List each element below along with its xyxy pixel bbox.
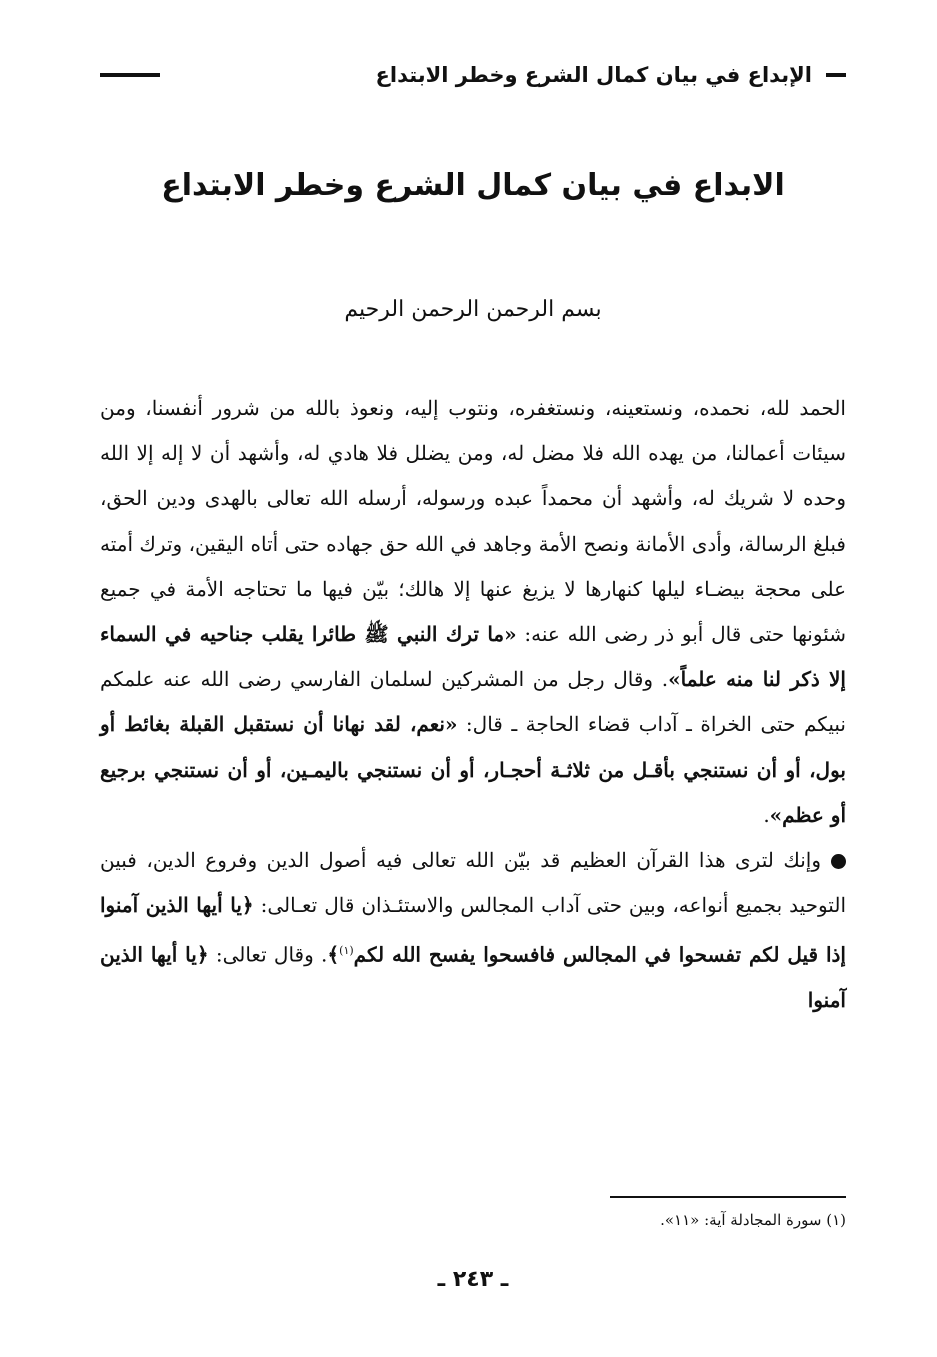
paragraph-2 [100,838,846,1023]
body-text [100,386,846,1024]
bullet-icon [831,854,846,869]
page-title: الابداع في بيان كمال الشرع وخطر الابتداع [161,168,785,203]
running-header [100,58,846,92]
paragraph-1-text-c: . [763,802,770,827]
footnote: (١) سورة المجادلة آية: «١١». [660,1211,846,1229]
header-rule-right [826,73,846,77]
hadith-quote-abu-dharr: «ما ترك النبي ﷺ طائرا يقلب جناحيه في السماء إلا ذكر لنا منه علماً» [100,622,846,692]
paragraph-1 [100,386,846,838]
header-rule-left [100,73,160,77]
page-number: ـ ٢٤٣ ـ [437,1267,509,1292]
running-header-title: الإبداع في بيان كمال الشرع وخطر الابتداع [375,63,812,87]
quran-verse-1: ﴿يا أيها الذين آمنوا إذا قيل لكم تفسحوا في المجالس فافسحوا يفسح الله لكم [100,893,846,968]
footnote-ref: (١) [339,944,354,958]
basmala: بسم الرحمن الرحمن الرحيم [344,297,602,322]
paragraph-1-text-b: . وقال رجل من المشركين لسلمان الفارسي رضى الله عنه علمكم نبيكم حتى الخراة ـ آداب قضاء الحاجة ـ قال: [100,667,846,737]
footnote-divider [610,1196,846,1198]
paragraph-2-text-b: . وقال تعالى: [208,943,328,968]
hadith-quote-salman: «نعم، لقد نهانا أن نستقبل القبلة بغائط أو بول، أو أن نستنجي بأقـل من ثلاثـة أحجـار، أو أن نستنجي باليمـين، أو أن نستنجي برجيع أو عظم» [100,712,846,827]
paragraph-2-text-a: وإنك لترى هذا القرآن العظيم قد بيّن الله تعالى فيه أصول الدين وفروع الدين، فبين التوحيد بجميع أنواعه، وبين حتى آداب المجالس والاستئـذان قال تعـالى: [100,848,846,918]
quran-verse-2: ﴿يا أيها الذين آمنوا [100,943,846,1013]
quran-verse-1-end: ﴾ [327,943,340,968]
paragraph-1-text-a: الحمد لله، نحمده، ونستعينه، ونستغفره، ونتوب إليه، ونعوذ بالله من شرور أنفسنا، ومن سيئات أعمالنا، من يهده الله فلا مضل له، ومن يضلل فلا هادي له، وأشهد أن لا إله إلا الله وحده لا شريك له، وأشهد أن محمداً عبده ورسوله، أرسله الله تعالى بالهدى ودين الحق، فبلغ الرسالة، وأدى الأمانة ونصح الأمة وجاهد في الله حق جهاده حتى أتاه اليقين، وترك أمته على محجة بيضـاء ليلها كنهارها لا يزيغ عنها إلا هالك؛ بيّن فيها ما تحتاجه الأمة في جميع شئونها حتى قال أبو ذر رضى الله عنه: [100,396,846,647]
